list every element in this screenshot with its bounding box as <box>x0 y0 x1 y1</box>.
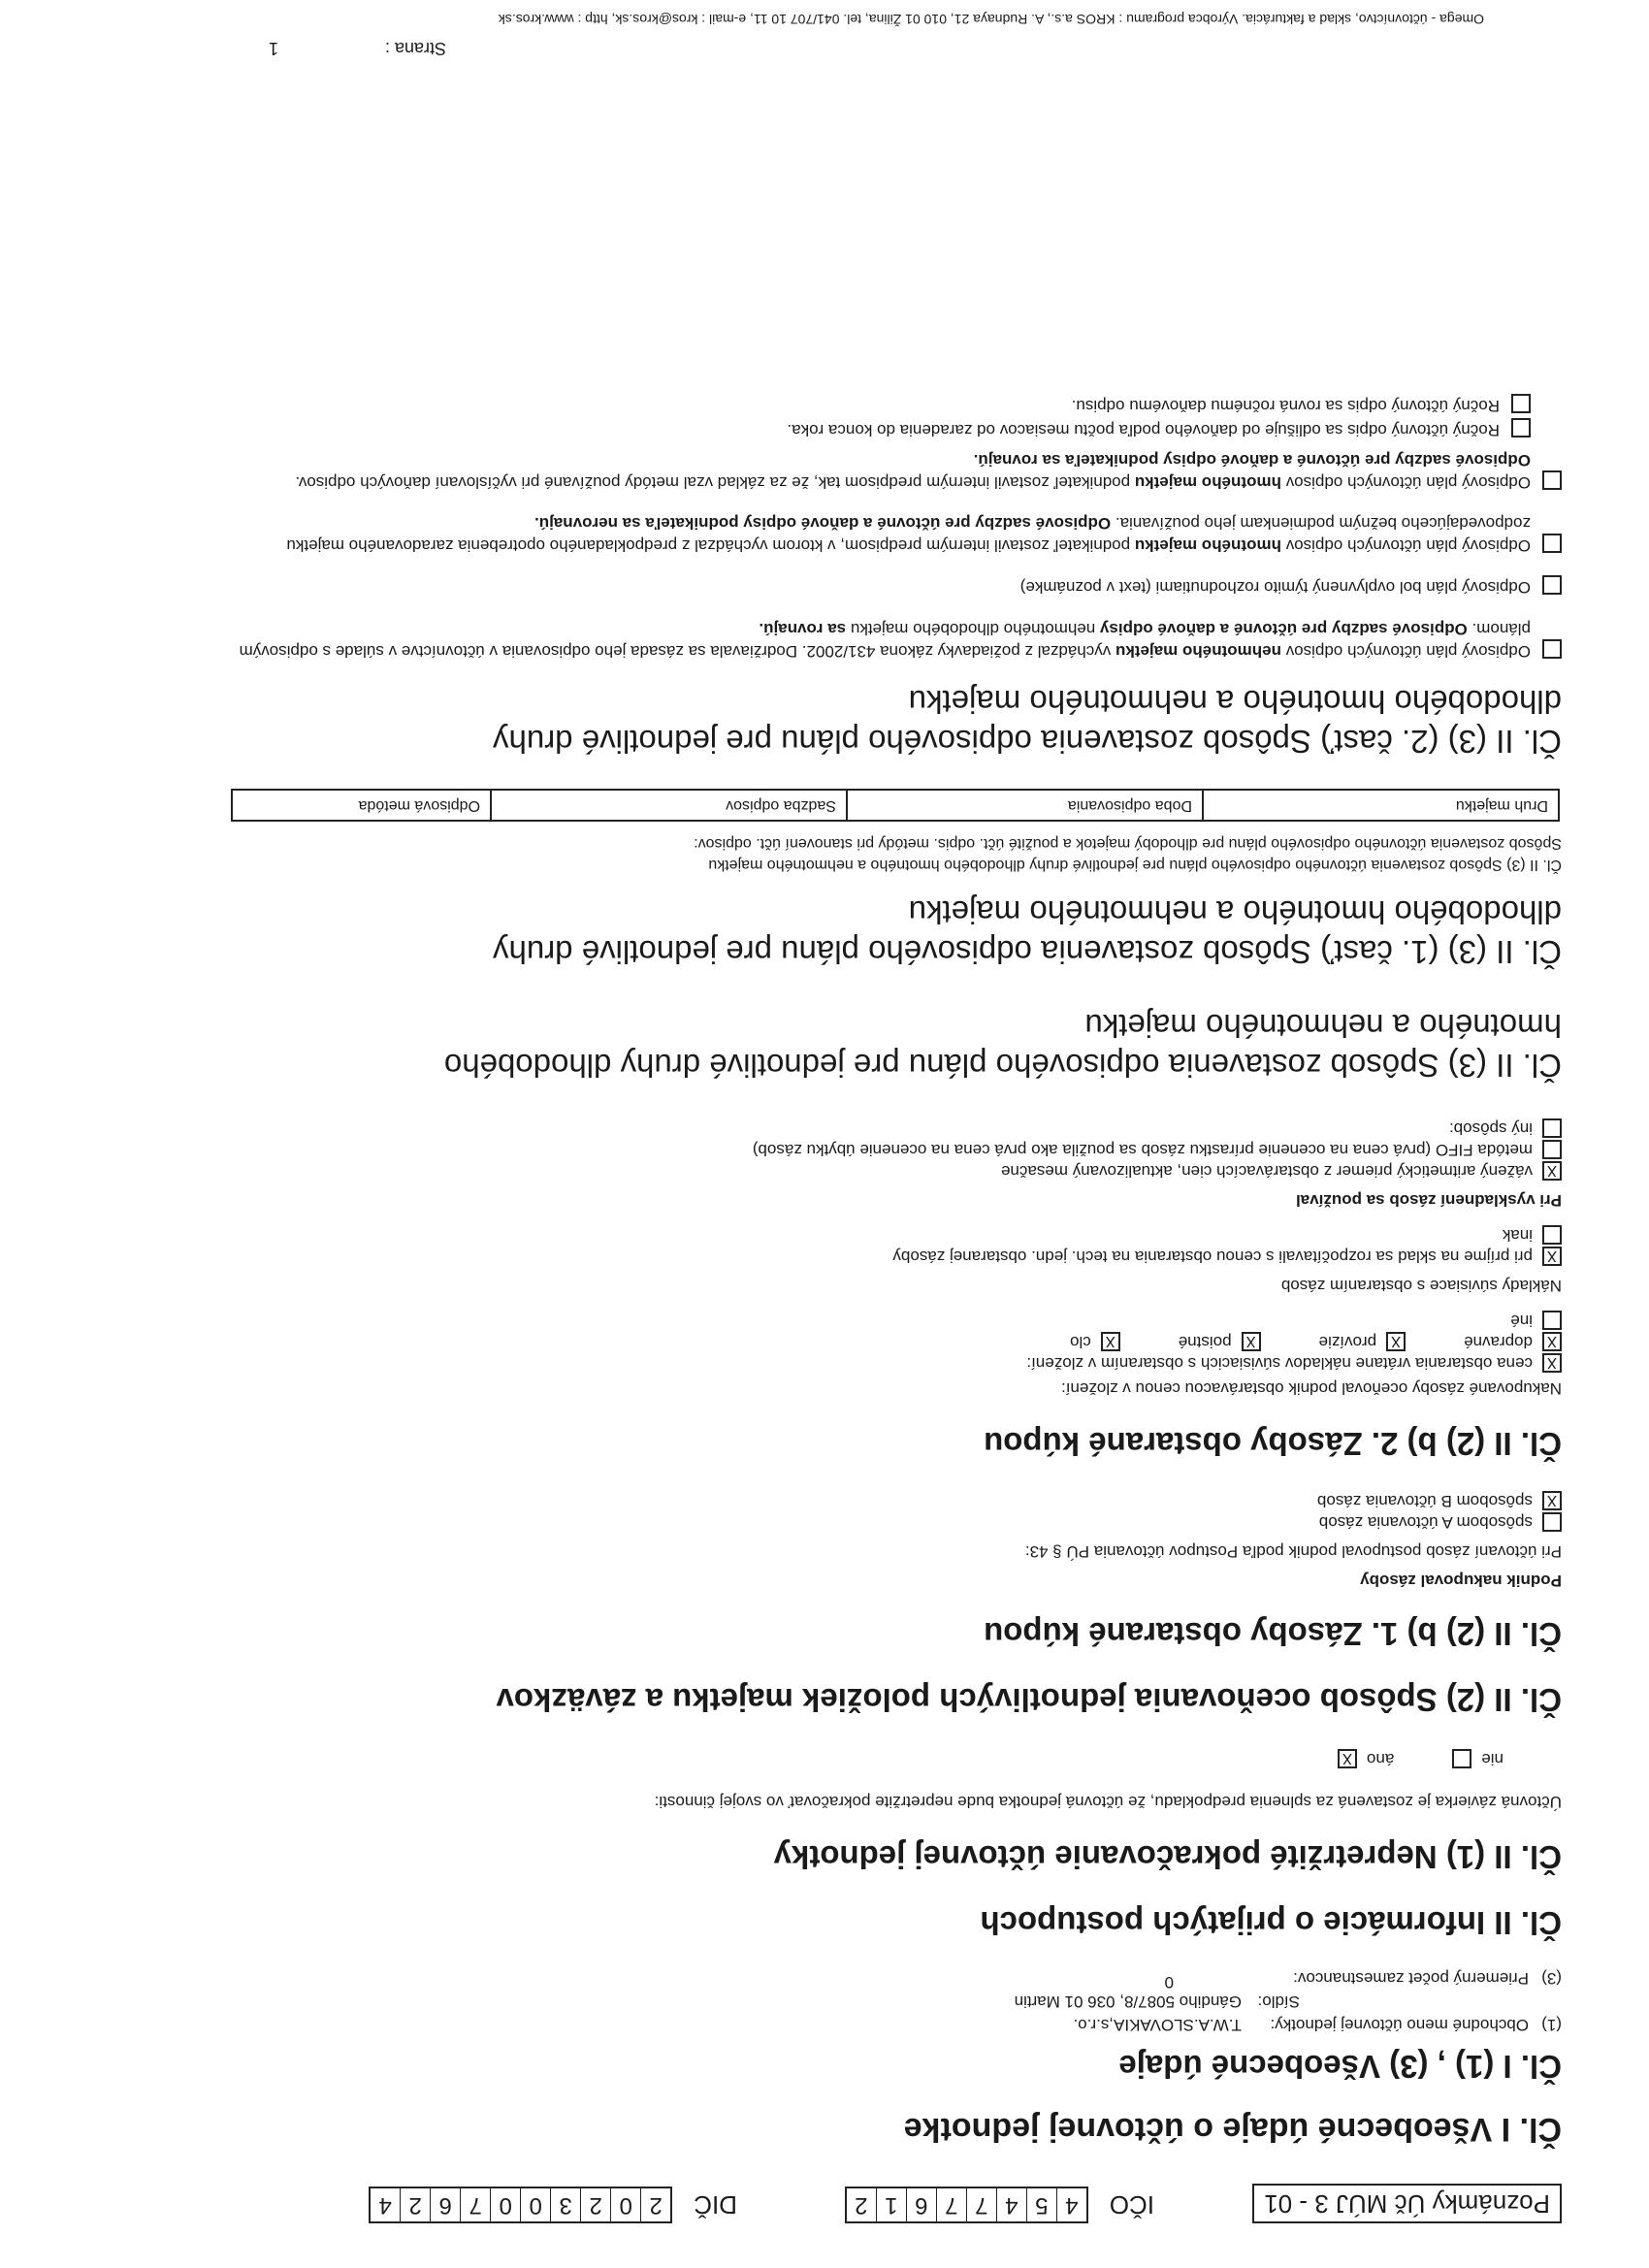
document-title: Poznámky Úč MÚJ 3 - 01 <box>1252 2184 1562 2223</box>
row-3-number: (3) <box>1541 1969 1562 1988</box>
depreciation-plan-text <box>107 833 1562 875</box>
section-2-3-part-1-heading-line-1: Čl. II (3) (1. časť) Spôsob zostavenia odpisového plánu pre jednotlivé druhy <box>493 934 1562 971</box>
seat-label: Sídlo: <box>1257 1993 1300 2011</box>
commission-checkbox[interactable]: X <box>1386 1332 1406 1351</box>
page-number <box>269 38 446 58</box>
option-plan-decisions-checkbox[interactable] <box>1542 575 1562 595</box>
method-a-option <box>107 1512 1562 1532</box>
fifo-option <box>107 1140 1562 1159</box>
seat-value: Gándiho 5087/8, 036 01 Martin <box>1014 1993 1242 2011</box>
insurance-option <box>1179 1332 1261 1351</box>
section-2-3-heading-line-1: Čl. II (3) Spôsob zostavenia odpisového plánu pre jednotlivé druhy dlhodobého <box>443 1048 1562 1084</box>
option-intangible-plan-checkbox[interactable] <box>1542 639 1562 659</box>
ico-digits <box>845 2187 1088 2223</box>
inventory-purchase-bold: Podnik nakupoval zásoby <box>1360 1571 1562 1590</box>
company-name-value: T.W.A.SLOVAKIA,s.r.o. <box>1073 2016 1242 2034</box>
option-tangible-internal-text <box>233 512 1531 557</box>
customs-label: clo <box>1070 1333 1091 1351</box>
weighted-average-option <box>107 1161 1562 1181</box>
dic-digit: 2 <box>640 2188 670 2221</box>
yes-checkbox[interactable]: X <box>1338 1749 1357 1768</box>
text-part: nehmotného dlhodobého majetku <box>846 620 1100 639</box>
section-2-3-heading-line-2: hmotného a nehmotného majetku <box>1084 1007 1562 1044</box>
insurance-checkbox[interactable]: X <box>1242 1332 1261 1351</box>
page-number-label: Strana : <box>384 39 446 58</box>
text-part: Odpisový plán účtovných odpisov <box>1280 642 1531 662</box>
cost-components-row <box>107 1332 1562 1353</box>
ico-digit: 1 <box>876 2188 906 2221</box>
on-receipt-label: pri príjme na sklad sa rozpočítavali s cenou obstarania na tech. jedn. obstaranej zásoby <box>892 1247 1533 1266</box>
going-concern-no-option <box>1452 1749 1504 1768</box>
otherwise-option <box>107 1225 1562 1245</box>
ico-digit: 2 <box>855 2192 868 2219</box>
going-concern-options <box>107 1749 1562 1770</box>
text-bold-part: hmotného majetku <box>1134 536 1281 556</box>
column-header-depreciation-method: Odpisová metóda <box>232 790 491 821</box>
column-header-asset-type: Druh majetku <box>1203 790 1559 821</box>
method-b-option <box>107 1491 1562 1510</box>
dic-digits <box>369 2187 672 2223</box>
method-b-label: spôsobom B účtovania zásob <box>1316 1492 1533 1510</box>
option-tangible-tax-methods <box>233 448 1562 493</box>
dic-digit: 6 <box>430 2188 460 2221</box>
fifo-checkbox[interactable] <box>1542 1140 1562 1159</box>
option-annual-equal-checkbox[interactable] <box>1511 394 1531 413</box>
fifo-label: metóda FIFO (prvá cena na ocenenie prírastku zásob sa použila ako prvá cena na ocenenie úbytku zásob) <box>752 1141 1533 1159</box>
depreciation-options <box>233 394 1562 663</box>
section-1-sub-heading: Čl. I (1) , (3) Všeobecné údaje <box>1118 2049 1562 2085</box>
section-1-heading: Čl. I Všeobecné údaje o účtovnej jednotke <box>903 2111 1562 2148</box>
other-method-label: iný spôsob: <box>1449 1119 1533 1138</box>
option-intangible-plan-text <box>233 617 1531 662</box>
dic-digit: 4 <box>378 2192 392 2219</box>
dic-digit: 2 <box>400 2188 430 2221</box>
option-annual-differs-text: Ročný účtovný odpis sa odlišuje od daňového podľa počtu mesiacov od zaradenia do konca roka. <box>787 420 1500 439</box>
section-2-3-part-1-heading <box>107 892 1562 973</box>
text-bold-part: Odpisové sadzby pre účtovné a daňové odpisy podnikateľa sa rovnajú. <box>973 450 1531 470</box>
method-a-label: spôsobom A účtovania zásob <box>1318 1513 1533 1532</box>
option-plan-decisions <box>233 575 1562 598</box>
section-2-3-part-1-heading-line-2: dlhodobého hmotného a nehmotného majetku <box>908 894 1562 931</box>
ico-digit: 4 <box>1056 2188 1086 2221</box>
option-intangible-plan <box>233 617 1562 662</box>
other-method-option <box>107 1118 1562 1138</box>
dic-group <box>369 2187 737 2223</box>
no-label: nie <box>1481 1750 1504 1768</box>
section-2-3-part-2-heading-line-2: dlhodobého hmotného a nehmotného majetku <box>908 683 1562 720</box>
customs-option <box>1070 1332 1120 1351</box>
going-concern-yes-option <box>1338 1749 1394 1768</box>
cost-incl-option <box>107 1353 1562 1373</box>
company-name-label: Obchodné meno účtovnej jednotky: <box>1270 2016 1529 2034</box>
ico-digit: 6 <box>906 2188 936 2221</box>
text-bold-part: sa rovnajú. <box>759 620 847 639</box>
method-a-checkbox[interactable] <box>1542 1512 1562 1532</box>
dic-digit: 0 <box>520 2188 550 2221</box>
section-2-2-heading: Čl. II (2) Spôsob oceňovania jednotlivých položiek majetku a záväzkov <box>496 1682 1562 1718</box>
ico-label: IČO <box>1109 2190 1154 2220</box>
weighted-average-label: vážený aritmetický priemer z obstarávacích cien, aktualizovaný mesačne <box>1000 1162 1533 1181</box>
ico-group <box>845 2187 1154 2223</box>
on-receipt-checkbox[interactable]: X <box>1542 1247 1562 1266</box>
ico-digit: 4 <box>996 2188 1026 2221</box>
text-part: podnikateľ zostavil interným predpisom, v ktorom vychádzal z predpokladaného opotrebenia zaradovaného majetku zodpovedajúceho bežným podmienkam jeho používania. <box>286 514 1531 556</box>
row-1-number: (1) <box>1541 2016 1562 2034</box>
commission-label: provízie <box>1318 1333 1377 1351</box>
text-bold-part: Odpisové sadzby pre účtovné a daňové odpisy <box>1099 620 1468 639</box>
customs-checkbox[interactable]: X <box>1101 1332 1120 1351</box>
transport-option <box>1464 1332 1562 1351</box>
no-checkbox[interactable] <box>1452 1749 1471 1768</box>
text-bold-part: nehmotného majetku <box>1115 642 1281 662</box>
transport-label: dopravné <box>1464 1333 1533 1351</box>
section-2-2b2-heading: Čl. II (2) b) 2. Zásoby obstarané kúpou <box>984 1426 1562 1462</box>
otherwise-label: inak <box>1502 1226 1533 1245</box>
text-part: podnikateľ zostavil interným predpisom tak, že za základ vzal metódy používané pri vyčíslovaní daňových odpisov. <box>295 472 1135 492</box>
dic-digit: 3 <box>550 2188 580 2221</box>
general-info-block <box>107 1966 1562 2034</box>
dic-digit: 0 <box>490 2188 520 2221</box>
other-method-checkbox[interactable] <box>1542 1118 1562 1138</box>
other-cost-label: iné <box>1510 1312 1533 1330</box>
option-tangible-tax-methods-checkbox[interactable] <box>1542 470 1562 490</box>
column-header-depreciation-period: Doba odpisovania <box>847 790 1203 821</box>
issue-method-bold: Pri vyskladnení zásob sa používal <box>1296 1191 1562 1210</box>
option-annual-equal <box>233 394 1562 416</box>
text-bold-part: hmotného majetku <box>1134 472 1281 492</box>
section-2-2b1-heading: Čl. II (2) b) 1. Zásoby obstarané kúpou <box>984 1616 1562 1652</box>
footer-text: Omega - účtovníctvo, sklad a fakturácia. Výrobca programu : KROS a.s., A. Rudnaya 21, 010 01 Žilina, tel. 041/707 10 11, e-mail : kros@kros.sk, http : www.kros.sk <box>498 12 1484 27</box>
depreciation-plan-text-line-2: Spôsob zostavenia účtovného odpisového plánu pre dlhodobý majetok a použité účt. odpis. metódy pri stanovení účt. odpisov: <box>694 835 1562 853</box>
other-cost-option <box>107 1311 1562 1330</box>
text-part: vychádzal z požiadavky zákona 431/2002. Dodržiavala sa zásada jeho odpisovania v účtovníctve v súlade s odpisovým plánom. <box>239 620 1531 662</box>
going-concern-text: Účtovná závierka je zostavená za splnenia predpokladu, že účtovná jednotka bude nepretržite pokračovať vo svojej činnosti: <box>654 1793 1562 1811</box>
section-2-heading: Čl. II Informácie o prijatých postupoch <box>980 1905 1562 1941</box>
option-plan-decisions-text: Odpisový plán bol ovplyvnený týmito rozhodnutiami (text v poznámke) <box>1019 578 1531 598</box>
transport-checkbox[interactable]: X <box>1542 1332 1562 1351</box>
otherwise-checkbox[interactable] <box>1542 1225 1562 1245</box>
ico-digit: 7 <box>936 2188 966 2221</box>
dic-digit: 2 <box>580 2188 610 2221</box>
depreciation-plan-text-line-1: Čl. II (3) Spôsob zostavenia účtovného odpisového plánu pre jednotlivé druhy dlhodobého hmotného a nehmotného majetku <box>708 857 1562 873</box>
page-number-value: 1 <box>268 39 278 58</box>
cost-incl-label: cena obstarania vrátane nákladov súvisiacich s obstaraním v zložení: <box>1026 1354 1533 1373</box>
on-receipt-option <box>107 1247 1562 1266</box>
column-header-depreciation-rate: Sadzba odpisov <box>491 790 847 821</box>
other-cost-checkbox[interactable] <box>1542 1311 1562 1330</box>
employees-label: Priemerný počet zamestnancov: <box>1293 1969 1529 1988</box>
option-tangible-internal-checkbox[interactable] <box>1542 534 1562 553</box>
employees-value: 0 <box>1164 1973 1174 1992</box>
dic-digit: 0 <box>610 2188 640 2221</box>
option-annual-differs <box>233 418 1562 440</box>
inventory-method-text: Pri účtovaní zásob postupoval podnik podľa Postupov účtovania PÚ § 43: <box>1024 1542 1562 1561</box>
yes-label: áno <box>1366 1750 1395 1768</box>
ico-digit: 7 <box>966 2188 996 2221</box>
option-tangible-tax-methods-text <box>233 448 1531 493</box>
insurance-label: poistné <box>1178 1333 1232 1351</box>
option-annual-differs-checkbox[interactable] <box>1511 418 1531 437</box>
text-part: Odpisový plán účtovných odpisov <box>1280 472 1531 492</box>
purchase-cost-text: Nakupované zásoby oceňoval podnik obstarávacou cenou v zložení: <box>1060 1379 1562 1398</box>
weighted-average-checkbox[interactable]: X <box>1542 1161 1562 1181</box>
commission-option <box>1319 1332 1406 1351</box>
cost-incl-checkbox[interactable]: X <box>1542 1353 1562 1373</box>
dic-label: DIČ <box>694 2190 737 2220</box>
section-2-3-part-2-heading <box>107 681 1562 761</box>
table-header-row <box>232 790 1559 821</box>
text-part: Odpisový plán účtovných odpisov <box>1280 536 1531 556</box>
ico-digit: 5 <box>1026 2188 1056 2221</box>
header-row <box>107 2161 1562 2229</box>
acquisition-costs-text: Náklady súvisiace s obstaraním zásob <box>1280 1277 1562 1295</box>
depreciation-table <box>231 789 1560 822</box>
dic-digit: 7 <box>460 2188 490 2221</box>
option-annual-equal-text: Ročný účtovný odpis sa rovná ročnému daňovému odpisu. <box>1071 396 1500 415</box>
section-2-3-part-2-heading-line-1: Čl. II (3) (2. časť) Spôsob zostavenia odpisového plánu pre jednotlivé druhy <box>493 723 1562 760</box>
section-2-3-heading <box>107 1006 1562 1086</box>
text-bold-part: Odpisové sadzby pre účtovné a daňové odpisy podnikateľa sa nerovnajú. <box>534 514 1112 534</box>
option-tangible-internal <box>233 512 1562 557</box>
method-b-checkbox[interactable]: X <box>1542 1491 1562 1510</box>
section-2-1-heading: Čl. II (1) Nepretržité pokračovanie účtovnej jednotky <box>773 1839 1562 1875</box>
